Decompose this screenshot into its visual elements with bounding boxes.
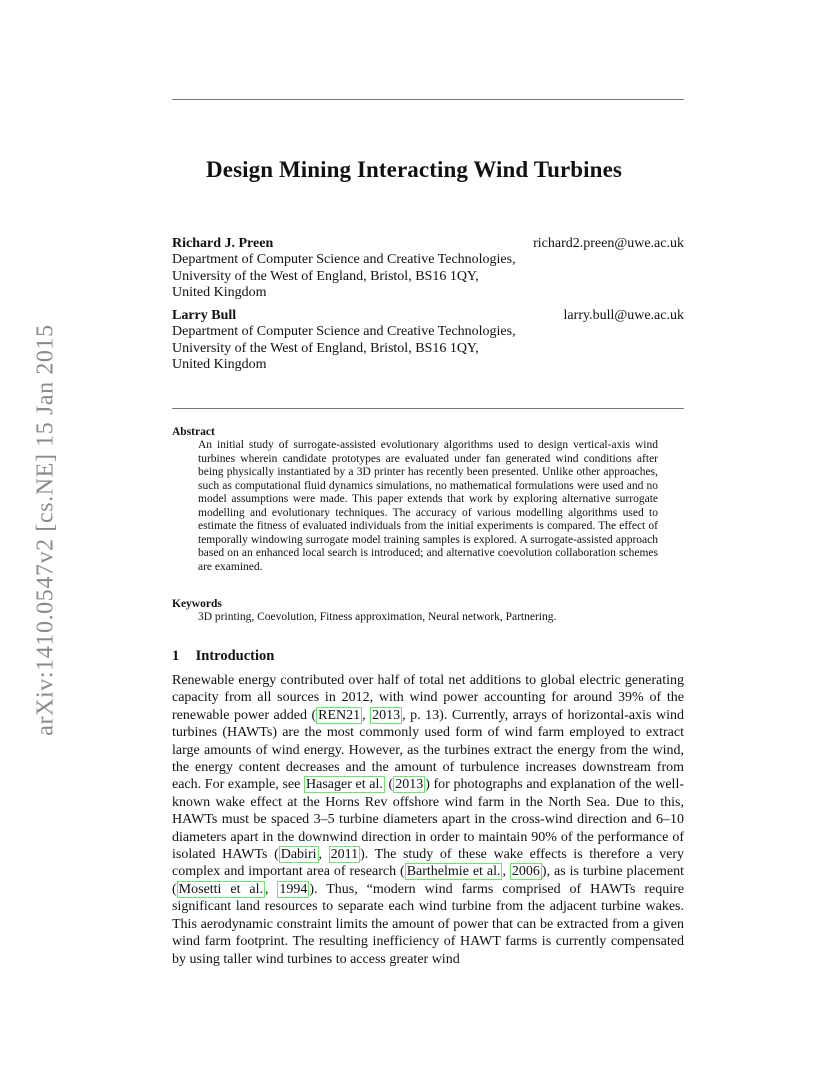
affiliation-line: Department of Computer Science and Creative Technologies,: [172, 252, 516, 268]
body-text: ,: [502, 864, 510, 880]
citation-link[interactable]: Mosetti et al.: [178, 881, 263, 897]
body-text: ,: [265, 881, 278, 897]
citation-link[interactable]: Barthelmie et al.: [406, 864, 501, 880]
paper-title: Design Mining Interacting Wind Turbines: [206, 157, 622, 182]
affiliation-line: United Kingdom: [172, 357, 267, 373]
abstract-text: An initial study of surrogate-assisted evolutionary algorithms used to design vertical-axis wind turbines wherein candidate prototypes are evaluated under fan generated wind conditions after being physically instantiated by a 3D printer has recently been presented. Unlike other approaches, such as computational fluid dynamics simulations, no mathematical formulations were used and no model assumptions were made. This paper extends that work by exploring alternative surrogate modelling and evolutionary techniques. The accuracy of various modelling algorithms used to estimate the fitness of evaluated individuals from the initial experiments is compared. The effect of temporally windowing surrogate model training samples is explored. A surrogate-assisted approach based on an enhanced local search is introduced; and alternative coevolution collaboration schemes are examined.: [198, 439, 658, 573]
introduction-paragraph: [172, 672, 684, 968]
body-text: ). Thus, “modern wind farms comprised of HAWTs require significant land resources to separate each wind turbine from the adjacent turbine wakes. This aerodynamic constraint limits the amount of power that can be extracted from a given wind farm footprint. The resulting inefficiency of HAWT farms is currently compensated by using taller wind turbines to access greater wind: [172, 881, 684, 967]
citation-link[interactable]: Dabiri: [280, 847, 317, 863]
arxiv-identifier-stamp: arXiv:1410.0547v2 [cs.NE] 15 Jan 2015: [32, 324, 59, 736]
body-text: ). The study of these wake effects is therefore a very complex and important area of research (: [172, 847, 684, 880]
keywords-text: 3D printing, Coevolution, Fitness approximation, Neural network, Partnering.: [198, 611, 557, 623]
author-name: Larry Bull: [172, 308, 237, 323]
body-text: Renewable energy contributed over half of total net additions to global electric generating capacity from all sources in 2012, with wind power accounting for around 39% of the renewable power added (: [172, 673, 684, 723]
citation-link[interactable]: 2006: [511, 864, 540, 880]
affiliation-line: University of the West of England, Bristol, BS16 1QY,: [172, 340, 479, 356]
author-email[interactable]: larry.bull@uwe.ac.uk: [563, 308, 684, 323]
affiliation-line: United Kingdom: [172, 285, 267, 301]
author-email[interactable]: richard2.preen@uwe.ac.uk: [533, 236, 684, 251]
body-text: (: [384, 777, 394, 793]
top-rule: [172, 99, 684, 100]
citation-link[interactable]: 2013: [395, 777, 424, 793]
citation-link[interactable]: 1994: [279, 881, 308, 897]
author-block: [172, 236, 684, 302]
body-text: ,: [362, 707, 371, 723]
body-text: ) for photographs and explanation of the well-known wake effect at the Horns Rev offshore wind farm in the North Sea. Due to this, HAWTs must be spaced 3–5 turbine diameters apart in the cross-wind direction and 6–10 diameters apart in the downwind direction in order to maintain 90% of the performance of isolated HAWTs (: [172, 777, 684, 863]
citation-link[interactable]: REN21: [318, 707, 361, 723]
affiliation-line: University of the West of England, Bristol, BS16 1QY,: [172, 268, 479, 284]
section-heading: [172, 648, 274, 665]
section-number: 1: [172, 648, 180, 664]
abstract-rule: [172, 408, 684, 409]
citation-link[interactable]: 2011: [330, 847, 359, 863]
citation-link[interactable]: Hasager et al.: [306, 777, 383, 793]
author-name: Richard J. Preen: [172, 236, 274, 251]
abstract-heading: Abstract: [172, 426, 215, 438]
author-block: [172, 308, 684, 374]
body-text: ,: [318, 847, 329, 863]
keywords-heading: Keywords: [172, 598, 222, 610]
body-text: , p. 13). Currently, arrays of horizontal-axis wind turbines (HAWTs) are the most commonly used form of wind farm employed to extract large amounts of wind energy. However, as the turbines extract the energy from the wind, the energy content decreases and the amount of turbulence increases downstream from each. For example, see: [172, 707, 684, 793]
affiliation-line: Department of Computer Science and Creative Technologies,: [172, 324, 516, 340]
section-title: Introduction: [195, 648, 275, 664]
citation-link[interactable]: 2013: [372, 707, 401, 723]
body-text: ), as is turbine placement (: [172, 864, 684, 897]
